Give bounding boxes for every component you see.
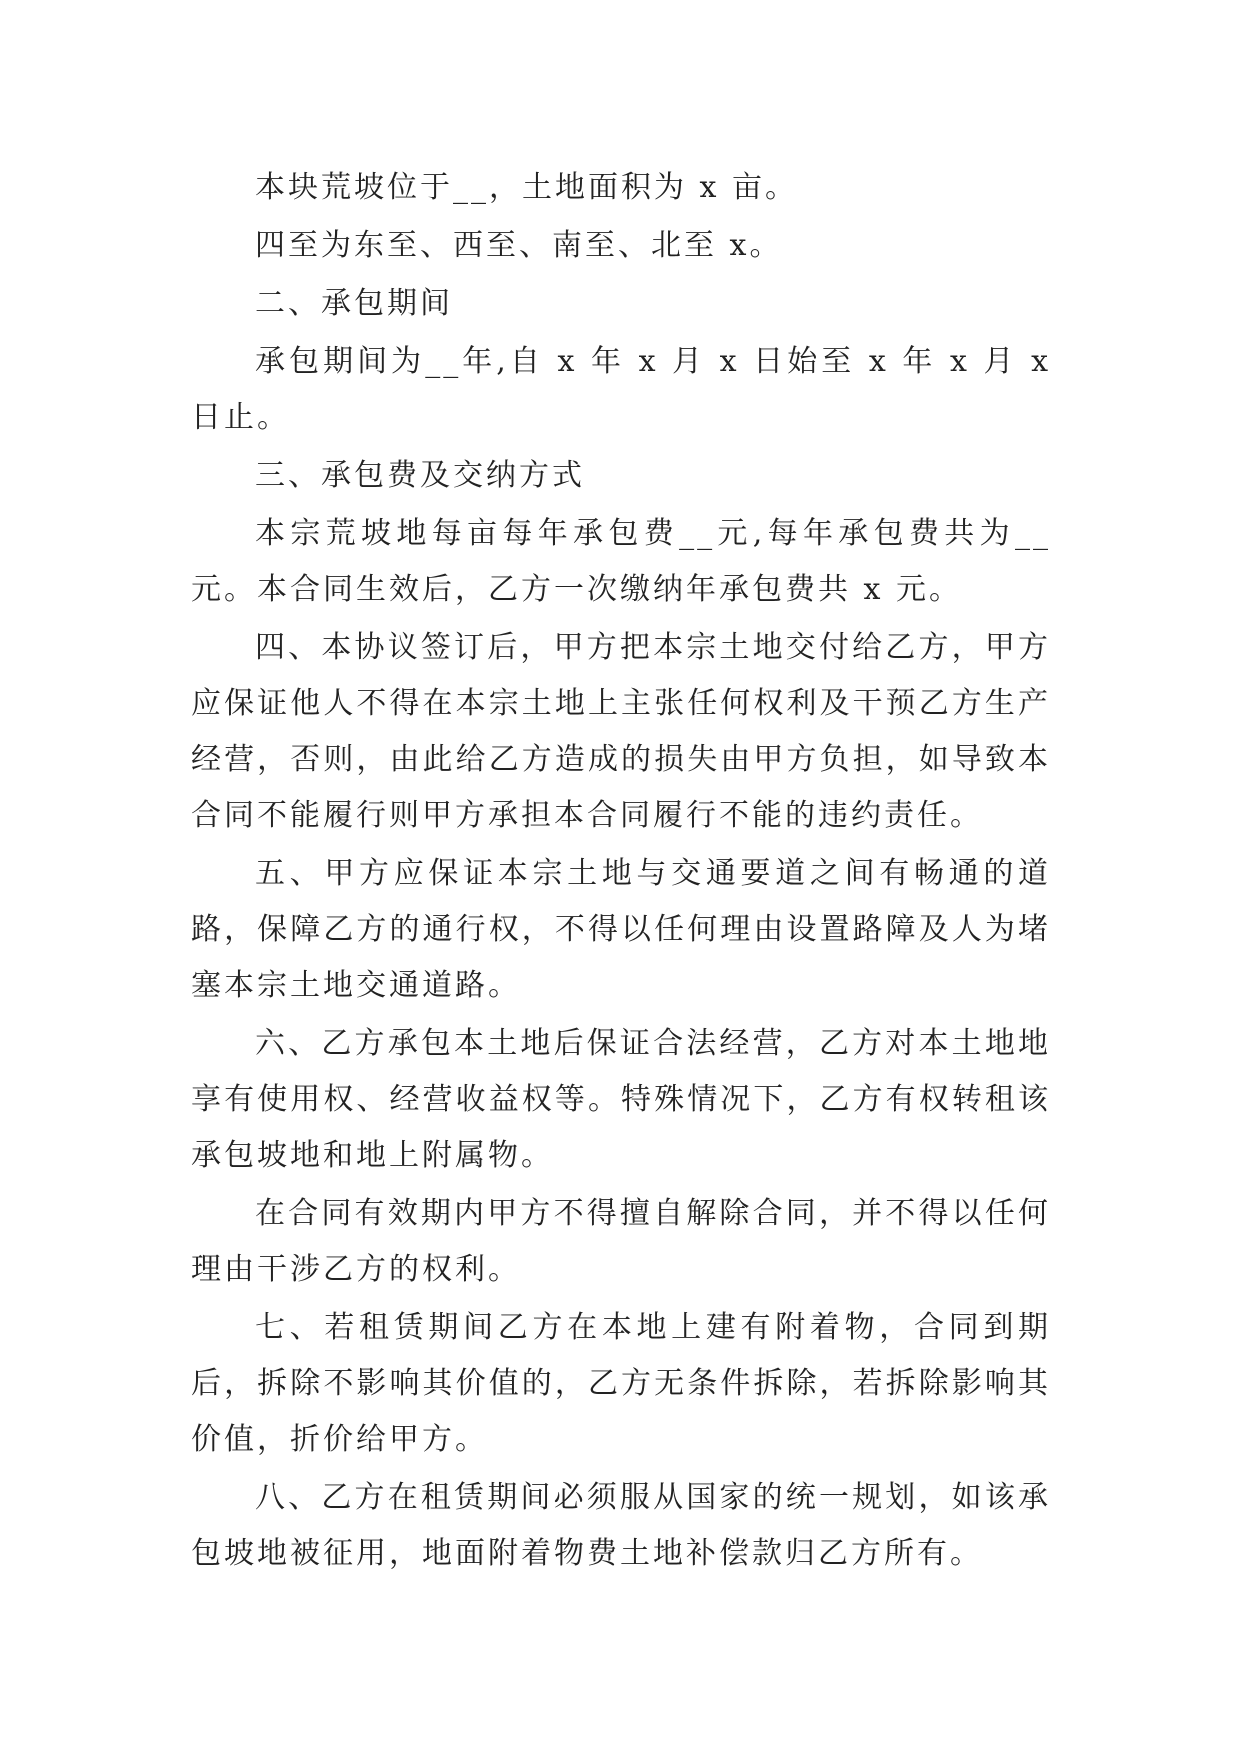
clause-eight: 八、乙方在租赁期间必须服从国家的统一规划，如该承包坡地被征用，地面附着物费土地补偿款归乙方所有。 bbox=[191, 1480, 1051, 1571]
paragraph-location: 本块荒坡位于__，土地面积为 x 亩。 bbox=[255, 170, 798, 205]
paragraph-fee: 本宗荒坡地每亩每年承包费__元,每年承包费共为__元。本合同生效后，乙方一次缴纳年承包费共 x 元。 bbox=[191, 516, 1051, 607]
clause-six: 六、乙方承包本土地后保证合法经营，乙方对本土地地享有使用权、经营收益权等。特殊情况下，乙方有权转租该承包坡地和地上附属物。 bbox=[191, 1026, 1051, 1173]
clause-five: 五、甲方应保证本宗土地与交通要道之间有畅通的道路，保障乙方的通行权，不得以任何理由设置路障及人为堵塞本宗土地交通道路。 bbox=[191, 856, 1051, 1003]
section-heading-fee: 三、承包费及交纳方式 bbox=[255, 458, 585, 493]
paragraph-no-termination: 在合同有效期内甲方不得擅自解除合同，并不得以任何理由干涉乙方的权利。 bbox=[191, 1196, 1051, 1287]
paragraph-term: 承包期间为__年,自 x 年 x 月 x 日始至 x 年 x 月 x 日止。 bbox=[191, 344, 1051, 435]
clause-seven: 七、若租赁期间乙方在本地上建有附着物，合同到期后，拆除不影响其价值的，乙方无条件拆除，若拆除影响其价值，折价给甲方。 bbox=[191, 1310, 1051, 1457]
clause-four: 四、本协议签订后，甲方把本宗土地交付给乙方，甲方应保证他人不得在本宗土地上主张任何权利及干预乙方生产经营，否则，由此给乙方造成的损失由甲方负担，如导致本合同不能履行则甲方承担本合同履行不能的违约责任。 bbox=[191, 630, 1051, 833]
paragraph-boundaries: 四至为东至、西至、南至、北至 x。 bbox=[255, 228, 783, 263]
document-body bbox=[191, 160, 1051, 1584]
section-heading-term: 二、承包期间 bbox=[255, 286, 453, 321]
